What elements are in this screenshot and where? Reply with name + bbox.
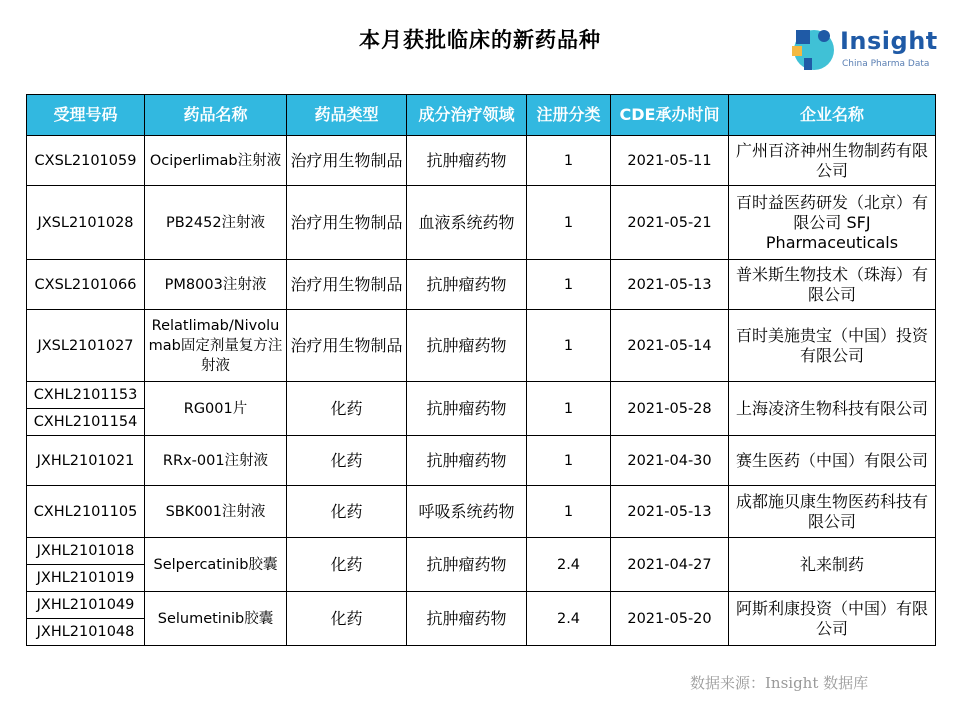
drug-name: PM8003注射液 bbox=[145, 260, 287, 310]
cde-date: 2021-05-28 bbox=[611, 382, 729, 436]
table-row bbox=[27, 592, 936, 619]
company-name: 百时美施贵宝（中国）投资有限公司 bbox=[729, 310, 936, 382]
drug-type: 治疗用生物制品 bbox=[287, 136, 407, 186]
company-name: 普米斯生物技术（珠海）有限公司 bbox=[729, 260, 936, 310]
registration-class: 2.4 bbox=[527, 538, 611, 592]
company-name: 成都施贝康生物医药科技有限公司 bbox=[729, 486, 936, 538]
logo-subtitle: China Pharma Data bbox=[842, 59, 930, 69]
insight-logo bbox=[788, 20, 948, 80]
therapy-area: 血液系统药物 bbox=[407, 186, 527, 260]
drug-type: 治疗用生物制品 bbox=[287, 310, 407, 382]
acceptance-number: JXHL2101018 bbox=[27, 538, 145, 565]
cde-date: 2021-05-13 bbox=[611, 260, 729, 310]
cde-date: 2021-05-14 bbox=[611, 310, 729, 382]
registration-class: 1 bbox=[527, 486, 611, 538]
cde-date: 2021-04-30 bbox=[611, 436, 729, 486]
company-name: 赛生医药（中国）有限公司 bbox=[729, 436, 936, 486]
acceptance-number: CXHL2101154 bbox=[27, 409, 145, 436]
drug-name: SBK001注射液 bbox=[145, 486, 287, 538]
table-row bbox=[27, 136, 936, 186]
drug-name: Selumetinib胶囊 bbox=[145, 592, 287, 646]
drug-name: RRx-001注射液 bbox=[145, 436, 287, 486]
drug-type: 化药 bbox=[287, 538, 407, 592]
drug-name: Selpercatinib胶囊 bbox=[145, 538, 287, 592]
table-row bbox=[27, 382, 936, 409]
cde-date: 2021-05-13 bbox=[611, 486, 729, 538]
company-name: 百时益医药研发（北京）有限公司 SFJ Pharmaceuticals bbox=[729, 186, 936, 260]
acceptance-number: CXHL2101153 bbox=[27, 382, 145, 409]
drug-table bbox=[26, 94, 936, 646]
company-name: 上海凌济生物科技有限公司 bbox=[729, 382, 936, 436]
company-name: 广州百济神州生物制药有限公司 bbox=[729, 136, 936, 186]
drug-type: 化药 bbox=[287, 436, 407, 486]
therapy-area: 抗肿瘤药物 bbox=[407, 260, 527, 310]
cde-date: 2021-05-21 bbox=[611, 186, 729, 260]
drug-type: 治疗用生物制品 bbox=[287, 186, 407, 260]
column-header: 药品名称 bbox=[145, 95, 287, 136]
data-source-note: 数据来源：Insight 数据库 bbox=[690, 674, 869, 692]
registration-class: 1 bbox=[527, 186, 611, 260]
column-header: 药品类型 bbox=[287, 95, 407, 136]
acceptance-number: JXHL2101019 bbox=[27, 565, 145, 592]
company-name: 阿斯利康投资（中国）有限公司 bbox=[729, 592, 936, 646]
drug-type: 化药 bbox=[287, 382, 407, 436]
acceptance-number: JXHL2101049 bbox=[27, 592, 145, 619]
column-header: 企业名称 bbox=[729, 95, 936, 136]
column-header: 成分治疗领域 bbox=[407, 95, 527, 136]
registration-class: 1 bbox=[527, 382, 611, 436]
drug-name: Relatlimab/Nivolumab固定剂量复方注射液 bbox=[145, 310, 287, 382]
therapy-area: 抗肿瘤药物 bbox=[407, 592, 527, 646]
acceptance-number: JXSL2101027 bbox=[27, 310, 145, 382]
therapy-area: 抗肿瘤药物 bbox=[407, 382, 527, 436]
drug-name: PB2452注射液 bbox=[145, 186, 287, 260]
drug-name: RG001片 bbox=[145, 382, 287, 436]
table-row bbox=[27, 538, 936, 565]
registration-class: 1 bbox=[527, 310, 611, 382]
logo-brand: Insight bbox=[840, 27, 938, 55]
page-title: 本月获批临床的新药品种 bbox=[359, 28, 601, 52]
table-row bbox=[27, 260, 936, 310]
cde-date: 2021-04-27 bbox=[611, 538, 729, 592]
drug-name: Ociperlimab注射液 bbox=[145, 136, 287, 186]
registration-class: 1 bbox=[527, 260, 611, 310]
company-name: 礼来制药 bbox=[729, 538, 936, 592]
table-row bbox=[27, 310, 936, 382]
drug-type: 化药 bbox=[287, 486, 407, 538]
acceptance-number: JXHL2101048 bbox=[27, 619, 145, 646]
acceptance-number: JXHL2101021 bbox=[27, 436, 145, 486]
insight-logo-icon bbox=[788, 20, 840, 76]
column-header: 受理号码 bbox=[27, 95, 145, 136]
table-row bbox=[27, 436, 936, 486]
acceptance-number: CXHL2101105 bbox=[27, 486, 145, 538]
therapy-area: 抗肿瘤药物 bbox=[407, 538, 527, 592]
table-row bbox=[27, 486, 936, 538]
registration-class: 1 bbox=[527, 136, 611, 186]
registration-class: 1 bbox=[527, 436, 611, 486]
therapy-area: 抗肿瘤药物 bbox=[407, 436, 527, 486]
therapy-area: 呼吸系统药物 bbox=[407, 486, 527, 538]
column-header: CDE承办时间 bbox=[611, 95, 729, 136]
table-header-row bbox=[27, 95, 936, 136]
drug-type: 治疗用生物制品 bbox=[287, 260, 407, 310]
cde-date: 2021-05-20 bbox=[611, 592, 729, 646]
column-header: 注册分类 bbox=[527, 95, 611, 136]
acceptance-number: CXSL2101059 bbox=[27, 136, 145, 186]
table-row bbox=[27, 186, 936, 260]
acceptance-number: JXSL2101028 bbox=[27, 186, 145, 260]
acceptance-number: CXSL2101066 bbox=[27, 260, 145, 310]
registration-class: 2.4 bbox=[527, 592, 611, 646]
drug-type: 化药 bbox=[287, 592, 407, 646]
therapy-area: 抗肿瘤药物 bbox=[407, 310, 527, 382]
therapy-area: 抗肿瘤药物 bbox=[407, 136, 527, 186]
cde-date: 2021-05-11 bbox=[611, 136, 729, 186]
